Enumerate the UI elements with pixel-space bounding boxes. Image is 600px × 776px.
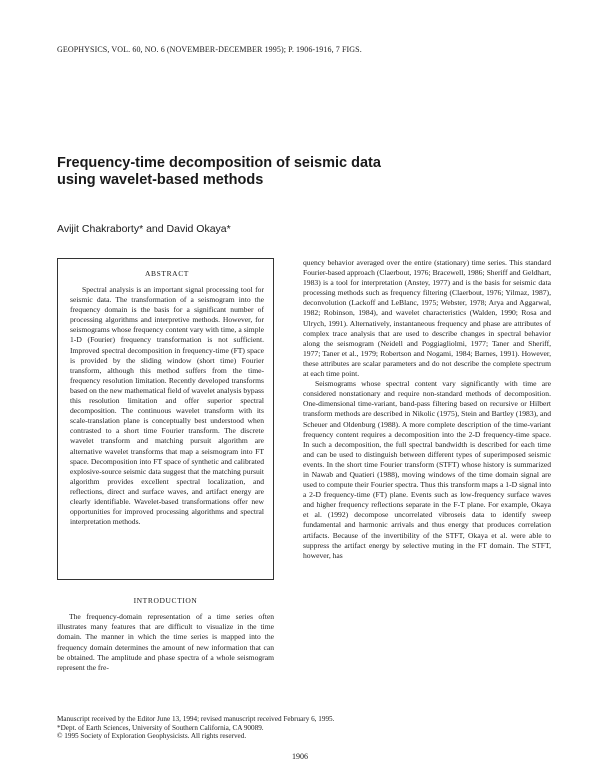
introduction-text: The frequency-domain representation of a time series often illustrates many features that are difficult to visualize in the time domain. The manner in which the time series is mapped into the frequency domain determines the amount of new information that can be obtained. The amplitude and phase spectra of a whole seismogram represent the fre-	[57, 612, 274, 673]
footnote-copyright: © 1995 Society of Exploration Geophysicists. All rights reserved.	[57, 732, 247, 741]
author-line: Avijit Chakraborty* and David Okaya*	[57, 223, 231, 235]
footnote-received: Manuscript received by the Editor June 13, 1994; revised manuscript received February 6, 1995.	[57, 715, 335, 723]
abstract-text: Spectral analysis is an important signal processing tool for seismic data. The transformation of a seismogram into the frequency domain is the basis for a significant number of processing algorithms and interpretive methods. However, for seismograms whose frequency content vary with time, a simple 1-D (Fourier) frequency transformation is not sufficient. Improved spectral decomposition in frequency-time (FT) space is provided by the sliding window (short time) Fourier transform, although this method suffers from the time-frequency resolution limitation. Recently developed transforms based on the new mathematical field of wavelet analysis bypass this resolution limitation and offer superior spectral decomposition. The continuous wavelet transform with its scale-translation plane is conceptually best understood when contrasted to a short time Fourier transform. The discrete wavelet transform and matching pursuit algorithm are alternative wavelet transforms that map a seismogram into FT space. Decomposition into FT space of synthetic and calibrated explosive-source seismic data suggest that the matching pursuit algorithm provides excellent spectral localization, and reflections, direct and surface waves, and artifact energy are clearly identifiable. Wavelet-based transformations offer new opportunities for improved processing algorithms and spectral interpretation methods.	[70, 285, 264, 527]
right-column	[303, 258, 551, 561]
abstract-heading: ABSTRACT	[145, 269, 189, 278]
abstract-box	[57, 258, 274, 580]
journal-citation: GEOPHYSICS, VOL. 60, NO. 6 (NOVEMBER-DECEMBER 1995); P. 1906-1916, 7 FIGS.	[57, 45, 362, 54]
page-number: 1906	[292, 752, 308, 761]
footnotes	[57, 715, 552, 741]
right-paragraph-1: quency behavior averaged over the entire (stationary) time series. This standard Fourier-based approach (Claerbout, 1976; Bracewell, 1986; Sheriff and Geldhart, 1983) is a tool for interpretation (Anstey, 1977) and is the basis for seismic data processing methods such as frequency filtering (Claerbout, 1976; Yilmaz, 1987), deconvolution (Lackoff and LeBlanc, 1975; Webster, 1978; Arya and Aggarwal, 1982; Robinson, 1984), and wavelet characteristics (Walden, 1990; Rosa and Ulrych, 1991). Alternatively, instantaneous frequency and phase are attributes of complex trace analysis that are used to describe changes in spectral behavior along the seismogram (Neidell and Poggiagliolmi, 1977; Taner and Sheriff, 1977; Taner et al., 1979; Robertson and Nogami, 1984; Barnes, 1991). However, these attributes are scalar parameters and do not describe the complete spectrum at each time point.	[303, 258, 551, 379]
title-line-2: using wavelet-based methods	[57, 172, 264, 188]
introduction-heading: INTRODUCTION	[133, 596, 198, 605]
footnote-affiliation: *Dept. of Earth Sciences, University of Southern California, CA 90089.	[57, 723, 264, 732]
title-line-1: Frequency-time decomposition of seismic data	[57, 155, 381, 171]
right-paragraph-2: Seismograms whose spectral content vary significantly with time are considered nonstationary and require non-standard methods of decomposition. One-dimensional time-variant, band-pass filtering based on recursive or Hilbert transform methods are described in Nikolic (1975), Stein and Bartley (1983), and Scheuer and Oldenburg (1988). A more complete description of the time-variant frequency content requires a decomposition into the 2-D frequency-time space. In such a decomposition, the full spectral bandwidth is described for each time and can be used to distinguish between different types of superimposed seismic events. In the short time Fourier transform (STFT) whose history is summarized in Nawab and Quatieri (1988), moving windows of the time domain signal are used to compute their Fourier spectra. Thus this transform maps a 1-D signal into a 2-D frequency-time (FT) plane. Events such as low-frequency surface waves and higher frequency reflections separate in the F-T plane. For example, Okaya et al. (1992) decompose uncorrelated vibroseis data to identify sweep fundamental and harmonic arrivals and thus energy that produces correlation artifacts. Because of the invertibility of the STFT, Okaya et al. were able to suppress the artifact energy by selective muting in the FT domain. The STFT, however, has	[303, 379, 551, 560]
article-title	[57, 155, 497, 189]
